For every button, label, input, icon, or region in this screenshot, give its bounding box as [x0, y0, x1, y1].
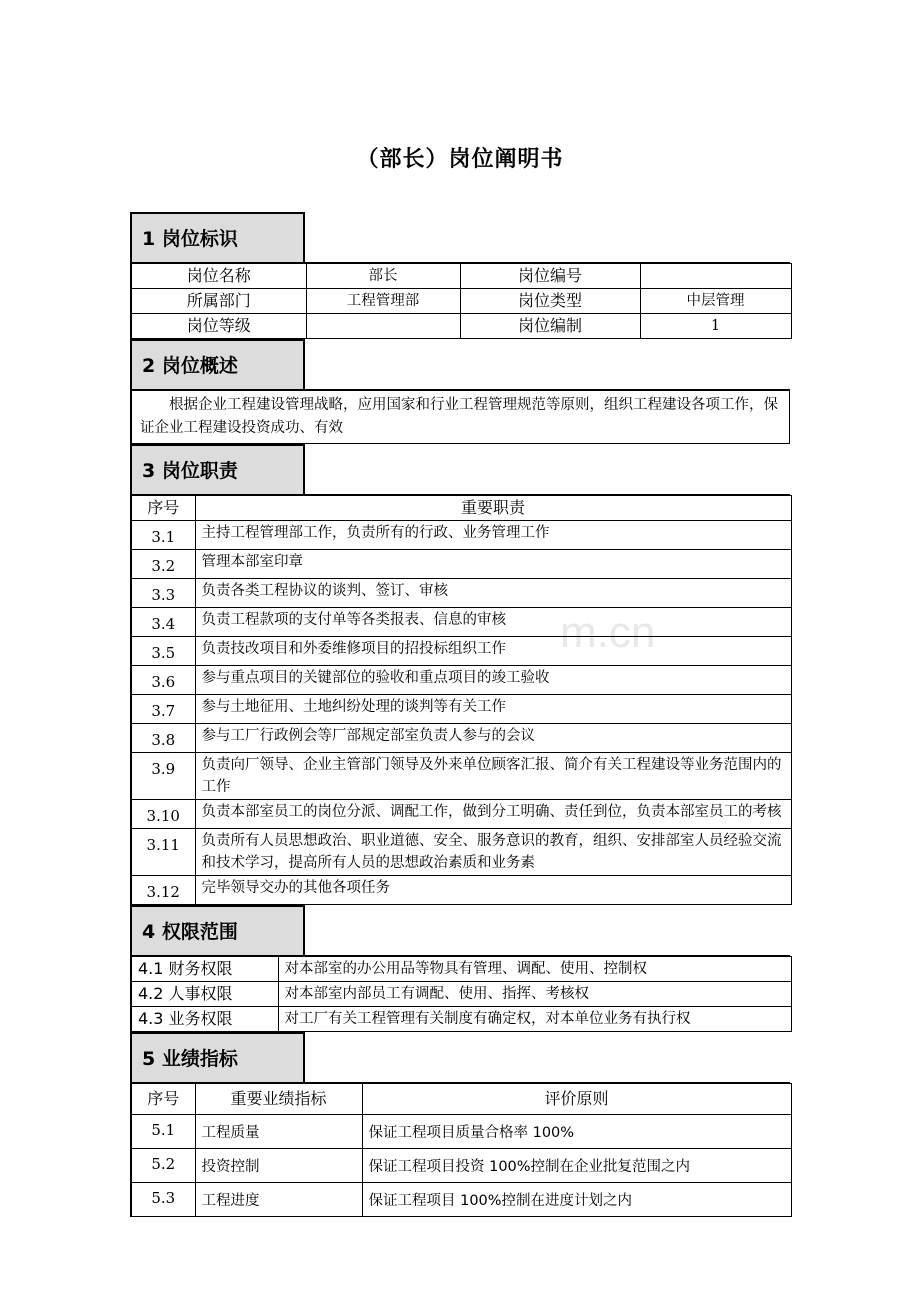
duty-text: 主持工程管理部工作，负责所有的行政、业务管理工作 [195, 521, 791, 550]
authority-label: 4.2 人事权限 [131, 982, 278, 1007]
post-code-value [640, 264, 791, 289]
duty-text: 负责技改项目和外委维修项目的招投标组织工作 [195, 637, 791, 666]
table-row [131, 829, 791, 876]
department-value: 工程管理部 [306, 289, 460, 314]
table-row [131, 876, 791, 905]
kpi-rule: 保证工程项目 100%控制在进度计划之内 [362, 1183, 791, 1217]
section-5-title: 5 业绩指标 [130, 1032, 305, 1082]
section-1-header [130, 212, 790, 263]
section-1-title: 1 岗位标识 [130, 212, 305, 262]
section-2-header [130, 339, 790, 390]
section-5-header [130, 1032, 790, 1083]
kpi-rule: 保证工程项目质量合格率 100% [362, 1115, 791, 1149]
authority-label: 4.1 财务权限 [131, 957, 278, 982]
duties-col-duty: 重要职责 [195, 496, 791, 521]
duty-no: 3.7 [131, 695, 195, 724]
table-row [131, 800, 791, 829]
duty-no: 3.9 [131, 753, 195, 800]
duty-text: 负责向厂领导、企业主管部门领导及外来单位顾客汇报、简介有关工程建设等业务范围内的工作 [195, 753, 791, 800]
duty-no: 3.6 [131, 666, 195, 695]
duty-text: 管理本部室印章 [195, 550, 791, 579]
performance-col-kpi: 重要业绩指标 [195, 1084, 362, 1115]
authority-text: 对本部室内部员工有调配、使用、指挥、考核权 [278, 982, 791, 1007]
duty-no: 3.5 [131, 637, 195, 666]
table-row [131, 579, 791, 608]
department-label: 所属部门 [131, 289, 306, 314]
duty-text: 负责各类工程协议的谈判、签订、审核 [195, 579, 791, 608]
watermark: m.cn [560, 608, 656, 657]
duties-table [130, 495, 792, 905]
table-row [131, 1007, 791, 1032]
overview-table [130, 390, 790, 444]
authority-text: 对工厂有关工程管理有关制度有确定权，对本单位业务有执行权 [278, 1007, 791, 1032]
duty-no: 3.1 [131, 521, 195, 550]
post-name-label: 岗位名称 [131, 264, 306, 289]
duty-text: 负责工程款项的支付单等各类报表、信息的审核 [195, 608, 791, 637]
page-title: （部长）岗位阐明书 [356, 147, 564, 172]
table-row [131, 695, 791, 724]
table-row [131, 982, 791, 1007]
duty-no: 3.10 [131, 800, 195, 829]
post-quota-value: 1 [640, 314, 791, 339]
post-type-label: 岗位类型 [460, 289, 640, 314]
post-code-label: 岗位编号 [460, 264, 640, 289]
duty-text: 负责所有人员思想政治、职业道德、安全、服务意识的教育，组织、安排部室人员经验交流和技术学习，提高所有人员的思想政治素质和业务素 [195, 829, 791, 876]
table-row [131, 608, 791, 637]
job-description-document [130, 212, 790, 1217]
authority-table [130, 956, 792, 1032]
kpi-name: 工程质量 [195, 1115, 362, 1149]
duty-text: 参与重点项目的关键部位的验收和重点项目的竣工验收 [195, 666, 791, 695]
kpi-name: 投资控制 [195, 1149, 362, 1183]
authority-label: 4.3 业务权限 [131, 1007, 278, 1032]
section-3-title: 3 岗位职责 [130, 444, 305, 494]
section-4-title: 4 权限范围 [130, 905, 305, 955]
kpi-no: 5.2 [131, 1149, 195, 1183]
performance-col-rule: 评价原则 [362, 1084, 791, 1115]
kpi-name: 工程进度 [195, 1183, 362, 1217]
table-row [131, 637, 791, 666]
table-row [131, 753, 791, 800]
table-row [131, 957, 791, 982]
duty-no: 3.8 [131, 724, 195, 753]
duty-text: 负责本部室员工的岗位分派、调配工作，做到分工明确、责任到位，负责本部室员工的考核 [195, 800, 791, 829]
duties-col-no: 序号 [131, 496, 195, 521]
post-quota-label: 岗位编制 [460, 314, 640, 339]
performance-table [130, 1083, 792, 1217]
table-row [131, 1183, 791, 1217]
table-row [131, 1149, 791, 1183]
table-row [131, 724, 791, 753]
table-row [131, 521, 791, 550]
post-grade-label: 岗位等级 [131, 314, 306, 339]
duty-no: 3.11 [131, 829, 195, 876]
identity-table [130, 263, 792, 339]
overview-text: 根据企业工程建设管理战略，应用国家和行业工程管理规范等原则，组织工程建设各项工作，保证企业工程建设投资成功、有效 [131, 391, 790, 444]
performance-col-no: 序号 [131, 1084, 195, 1115]
section-4-header [130, 905, 790, 956]
duty-no: 3.2 [131, 550, 195, 579]
duty-no: 3.3 [131, 579, 195, 608]
post-type-value: 中层管理 [640, 289, 791, 314]
authority-text: 对本部室的办公用品等物具有管理、调配、使用、控制权 [278, 957, 791, 982]
section-2-title: 2 岗位概述 [130, 339, 305, 389]
duty-text: 完毕领导交办的其他各项任务 [195, 876, 791, 905]
section-3-header [130, 444, 790, 495]
kpi-no: 5.3 [131, 1183, 195, 1217]
duty-text: 参与土地征用、土地纠纷处理的谈判等有关工作 [195, 695, 791, 724]
post-name-value: 部长 [306, 264, 460, 289]
kpi-rule: 保证工程项目投资 100%控制在企业批复范围之内 [362, 1149, 791, 1183]
duty-no: 3.4 [131, 608, 195, 637]
table-row [131, 1115, 791, 1149]
table-row [131, 550, 791, 579]
table-row [131, 666, 791, 695]
post-grade-value [306, 314, 460, 339]
duty-no: 3.12 [131, 876, 195, 905]
kpi-no: 5.1 [131, 1115, 195, 1149]
duty-text: 参与工厂行政例会等厂部规定部室负责人参与的会议 [195, 724, 791, 753]
